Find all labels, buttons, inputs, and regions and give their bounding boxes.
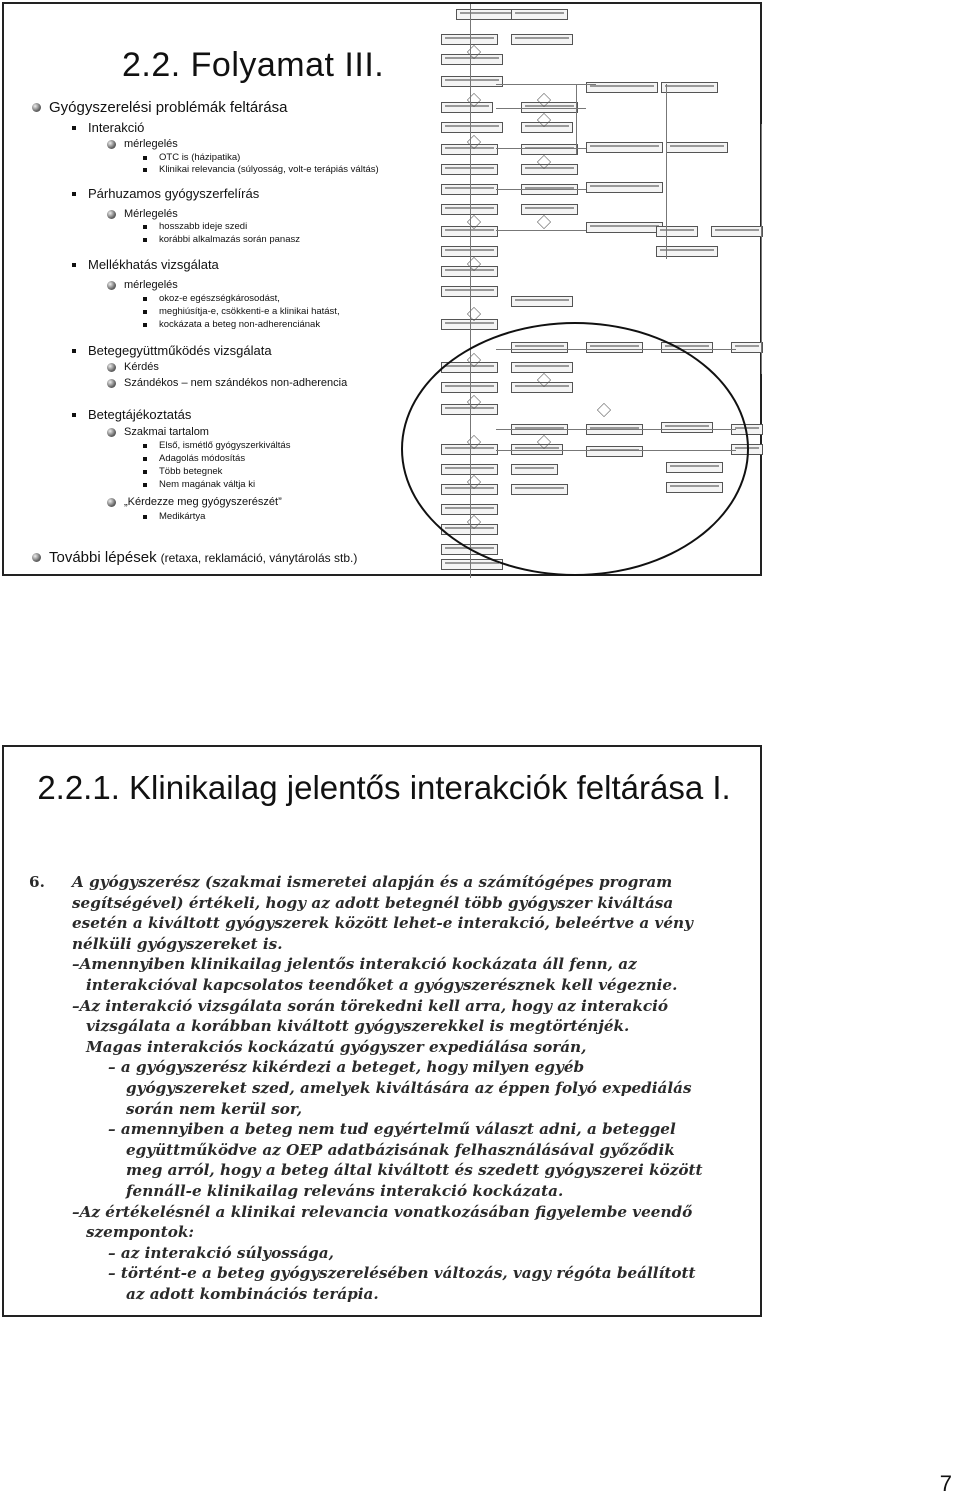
outline-item [107, 496, 282, 508]
flowchart-box [656, 226, 698, 237]
outline-item-text: Adagolás módosítás [159, 453, 246, 464]
footer-bullet [32, 549, 357, 566]
flowchart-decision [538, 216, 550, 228]
outline-item-text: Párhuzamos gyógyszerfelírás [88, 186, 260, 201]
flowchart-box [511, 296, 573, 307]
scan-paragraph: – a gyógyszerész kikérdezi a beteget, hogy milyen egyéb gyógyszereket szed, amelyek kiváltására az éppen folyó expediálás során nem kerül sor, [108, 1058, 692, 1118]
flowchart-box [456, 9, 518, 20]
outline-item [143, 306, 340, 317]
outline-item [143, 453, 245, 464]
square-bullet-icon [143, 310, 147, 314]
square-bullet-icon [143, 470, 147, 474]
highlight-ellipse [401, 322, 749, 576]
flowchart-connector [576, 84, 577, 154]
outline-item-text: „Kérdezze meg gyógyszerészét” [124, 496, 282, 508]
outline-item [32, 99, 287, 116]
square-bullet-icon [143, 156, 147, 160]
outline-item-text: Mellékhatás vizsgálata [88, 257, 219, 272]
outline-item [143, 479, 255, 490]
flowchart-box [711, 226, 763, 237]
outline-item-text: hosszabb ideje szedi [159, 221, 248, 232]
outline-item [143, 152, 240, 163]
flowchart-box [521, 164, 578, 175]
flowchart-box [731, 342, 763, 353]
slide-title: 2.2.1. Klinikailag jelentős interakciók feltárása I. [37, 769, 731, 806]
outline-item [143, 319, 320, 330]
disc-bullet-icon [107, 281, 116, 290]
outline-item [107, 426, 209, 438]
flowchart-box [441, 102, 493, 113]
flowchart-box [521, 144, 578, 155]
disc-bullet-icon [107, 363, 116, 372]
disc-bullet-icon [107, 210, 116, 219]
outline-item [143, 234, 300, 245]
outline-item-text: Klinikai relevancia (súlyosság, volt-e terápiás váltás) [159, 164, 379, 175]
flowchart-box [441, 76, 503, 87]
scan-paragraph: A gyógyszerész (szakmai ismeretei alapján és a számítógépes program segítségével) értékeli, hogy az adott betegnél több gyógyszer kiváltása esetén a kiváltott gyógyszerek között lehet-e interakció, beleértve a vény nélküli gyógyszereket is. [72, 873, 693, 953]
flowchart-box [661, 82, 718, 93]
outline-item [107, 377, 347, 389]
outline-item [72, 257, 219, 272]
outline-item-text: Több betegnek [159, 466, 223, 477]
outline-item-text: Interakció [88, 120, 145, 135]
page-number: 7 [939, 1471, 952, 1496]
outline-item [107, 279, 178, 291]
outline-item-text: OTC is (házipatika) [159, 152, 241, 163]
flowchart-connector [496, 230, 586, 231]
outline-item-text: mérlegelés [124, 279, 178, 291]
flowchart-connector [666, 84, 667, 259]
scanned-text-block [29, 872, 709, 1304]
square-bullet-icon [143, 515, 147, 519]
outline-item-text: Első, ismétlő gyógyszerkiváltás [159, 440, 291, 451]
item-number: 6. [29, 873, 45, 891]
outline-item [143, 293, 280, 304]
outline-item [107, 208, 178, 220]
flowchart-box [521, 204, 578, 215]
flowchart-box [586, 82, 658, 93]
outline-item [143, 511, 205, 522]
scan-paragraph: – történt-e a beteg gyógyszerelésében változás, vagy régóta beállított az adott kombinációs terápia. [108, 1264, 696, 1303]
slide-1 [2, 2, 762, 576]
square-bullet-icon [143, 225, 147, 229]
square-bullet-icon [143, 483, 147, 487]
outline-item-text: Betegtájékoztatás [88, 407, 192, 422]
square-bullet-icon [72, 263, 76, 267]
outline-item-text: mérlegelés [124, 138, 178, 150]
square-bullet-icon [143, 297, 147, 301]
outline-item-text: Szándékos – nem szándékos non-adherencia [124, 377, 348, 389]
flowchart-connector [496, 189, 586, 190]
slide-title: 2.2. Folyamat III. [122, 46, 385, 84]
outline-item [72, 407, 191, 422]
outline-item-text: meghiúsítja-e, csökkenti-e a klinikai hatást, [159, 306, 340, 317]
disc-bullet-icon [107, 428, 116, 437]
scan-paragraph: –Az értékelésnél a klinikai relevancia vonatkozásában figyelembe veendő szempontok: [72, 1202, 693, 1242]
outline-item-text: kockázata a beteg non-adherenciának [159, 319, 321, 330]
footer-main-text: További lépések [49, 549, 157, 566]
square-bullet-icon [143, 168, 147, 172]
flowchart-box [666, 142, 728, 153]
flowchart-box [441, 122, 503, 133]
outline-item-text: Nem magának váltja ki [159, 479, 256, 490]
outline-item-text: korábbi alkalmazás során panasz [159, 234, 300, 245]
flowchart-box [586, 182, 663, 193]
flowchart-box [511, 9, 568, 20]
square-bullet-icon [72, 192, 76, 196]
outline-item [72, 343, 272, 358]
disc-bullet-icon [107, 498, 116, 507]
flowchart-box [586, 142, 663, 153]
outline-item-text: Kérdés [124, 361, 159, 373]
square-bullet-icon [143, 444, 147, 448]
square-bullet-icon [143, 457, 147, 461]
flowchart-box [521, 122, 573, 133]
outline-item-text: Gyógyszerelési problémák feltárása [49, 99, 288, 116]
flowchart-box [511, 34, 573, 45]
outline-item [143, 440, 290, 451]
flowchart-connector [496, 84, 596, 85]
flowchart-connector [496, 108, 586, 109]
outline-item-text: Betegegyüttműködés vizsgálata [88, 343, 272, 358]
disc-bullet-icon [107, 379, 116, 388]
outline-item [107, 361, 159, 373]
outline-item [72, 186, 259, 201]
outline-item [143, 221, 247, 232]
square-bullet-icon [72, 349, 76, 353]
flowchart-box [586, 222, 663, 233]
flowchart-connector [496, 148, 586, 149]
scan-paragraph: – az interakció súlyossága, [108, 1243, 334, 1262]
outline-item-text: Mérlegelés [124, 208, 178, 220]
outline-item-text: okoz-e egészségkárosodást, [159, 293, 280, 304]
square-bullet-icon [72, 126, 76, 130]
flowchart-connector [761, 124, 762, 374]
scan-paragraph: Magas interakciós kockázatú gyógyszer expediálása során, [86, 1037, 587, 1056]
square-bullet-icon [72, 413, 76, 417]
outline-item [107, 138, 178, 150]
square-bullet-icon [143, 238, 147, 242]
square-bullet-icon [143, 323, 147, 327]
disc-bullet-icon [107, 140, 116, 149]
outline-item-text: Medikártya [159, 511, 206, 522]
outline-item-text: Szakmai tartalom [124, 426, 209, 438]
footer-detail-text: (retaxa, reklamáció, ványtárolás stb.) [160, 550, 358, 565]
scan-paragraph: – amennyiben a beteg nem tud egyértelmű választ adni, a beteggel együttműködve az OEP adatbázisának felhasználásával győződik meg arról, hogy a beteg által kiváltott és szedett gyógyszerei között fennáll-e klinikailag releváns interakció kockázata. [108, 1120, 703, 1200]
slide-2 [2, 745, 762, 1317]
outline-item [72, 120, 144, 135]
scan-paragraph: –Amennyiben klinikailag jelentős interakció kockázata áll fenn, az interakcióval kapcsolatos teendőket a gyógyszerésznek kell végeznie. [72, 955, 678, 994]
scan-paragraph: –Az interakció vizsgálata során törekedni kell arra, hogy az interakció vizsgálata a korábban kiváltott gyógyszerekkel is megtörténjék. [72, 996, 669, 1036]
disc-bullet-icon [32, 553, 41, 562]
disc-bullet-icon [32, 103, 41, 112]
outline-item [143, 466, 222, 477]
outline-item [143, 164, 379, 175]
